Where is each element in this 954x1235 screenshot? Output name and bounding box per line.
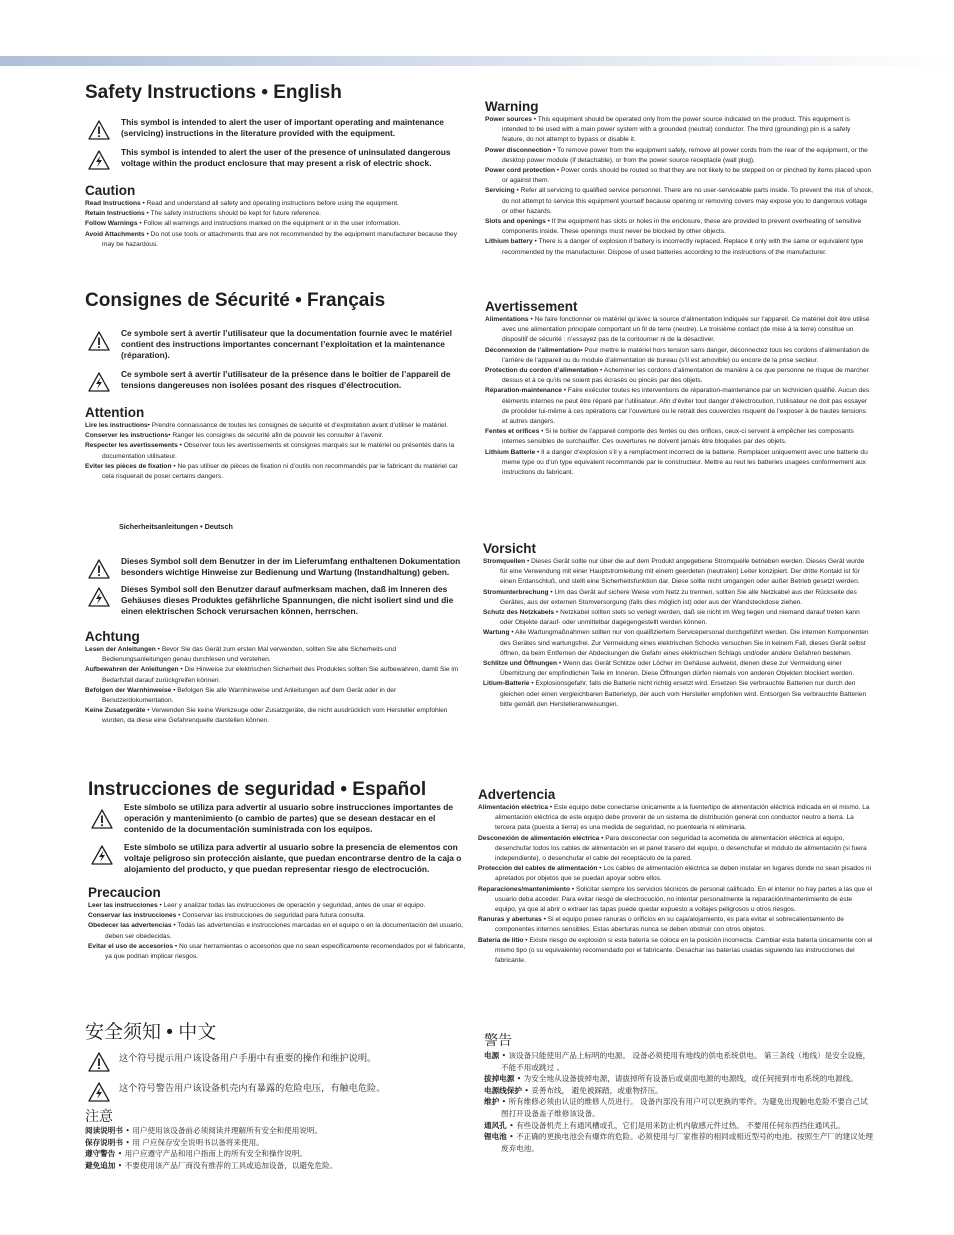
instruction-text: • Faire exécuter toutes les interventions de réparation-maintenance par un technicien qualifié. Aucun des éléments internes ne peut être réparé par l’utilisateur. Afin d’éviter tout danger d’électrocution, l’utilisateur ne doit pas essayer de procéder lui-même à ces opérations car l’ouverture ou le retrait des couvercles risquent de l’exposer à de hautes tensions et autres dangers.: [502, 387, 870, 426]
instruction-text: • Para desconectar con seguridad la acometida de alimentación eléctrica al equipo, desenchufar todos los cables de alimentación en el panel trasero del equipo, o desenchufar el módulo de alimentación (si fuera independiente), o desenchufar el cable del receptáculo de la pared.: [495, 834, 867, 863]
instruction-item: [478, 915, 873, 935]
instruction-term: 阅读说明书: [85, 1126, 123, 1135]
instruction-term: Respecter les avertissements: [85, 442, 178, 450]
instruction-text: • 用 户应保存安全说明书以备将来使用。: [122, 1137, 264, 1147]
instruction-item: [485, 315, 873, 346]
instruction-item: [485, 386, 873, 427]
instruction-term: Schlitze und Öffnungen: [483, 660, 557, 668]
spanish-caution-title: Precaucion: [88, 885, 161, 900]
instruction-text: • The safety instructions should be kept for future reference.: [144, 210, 322, 218]
instruction-term: Eviter les pièces de fixation: [85, 462, 172, 470]
instruction-text: • Ne pas utiliser de pièces de fixation ni d’outils non recommandés par le fabricant du matériel car cela risquerait de poser certains dangers.: [102, 462, 458, 481]
french-section: [85, 290, 465, 482]
german-section: [85, 522, 465, 727]
instruction-term: 锂电池: [484, 1132, 507, 1142]
french-caution-title: Attention: [85, 405, 145, 420]
instruction-text: • Prendre connaissance de toutes les consignes de sécurité et d’exploitation avant d’utiliser le matériel.: [147, 422, 448, 429]
french-title: Consignes de Sécurité • Français: [85, 290, 386, 311]
instruction-text: • No usar herramientas o accesorios que no sean especificamente recomendados por el fabricante, ya que podrian implicar riesgos.: [105, 942, 466, 961]
english-caution-list: [85, 199, 465, 250]
instruction-text: • Los cables de alimentación eléctrica se deben instalar en lugares donde no sean pisados ni apretados por objetos que se puedan apoyar sobre ellos.: [495, 865, 872, 883]
instruction-item: [483, 628, 873, 659]
instruction-term: Lithium battery: [485, 238, 533, 246]
warning-triangle-icon: [88, 1052, 110, 1072]
english-section: [85, 82, 465, 250]
header-color-bar: [0, 56, 954, 66]
instruction-term: Stromunterbrechung: [483, 588, 549, 596]
instruction-text: • 为安全地从设备拔掉电源，请拔掉所有设备后或桌面电源的电源线，或任何接到市电系统的电源线。: [514, 1074, 858, 1084]
electric-shock-icon: [88, 1082, 110, 1102]
german-symbol-2: Dieses Symbol soll den Benutzer darauf aufmerksam machen, daß im Inneren des Gehäuses dieses Produktes gefährliche Spannungen, die nicht isoliert sind und die einen elektrischen Schock verursachen können, herrschen.: [85, 584, 465, 617]
instruction-text: • Si el equipo posee ranuras o orificios en su caja/alojamiento, es para evitar el sobrecalientamiento de componentes internos sensibles. Estas aberturas nunca se deben obstruir con otros objetos.: [495, 916, 844, 934]
chinese-section: [85, 1022, 465, 1171]
english-caution-title: Caution: [85, 183, 136, 198]
instruction-item: [485, 448, 873, 479]
instruction-term: Obedecer las advertencias: [88, 922, 172, 930]
instruction-term: Fentes et orifices: [485, 428, 540, 436]
instruction-item: [485, 237, 873, 257]
german-warning-section: [483, 541, 873, 710]
electric-shock-icon: [88, 150, 110, 170]
german-caution-title: Achtung: [85, 629, 140, 644]
electric-shock-icon: [91, 845, 113, 865]
spanish-title: Instrucciones de seguridad • Español: [88, 779, 427, 800]
spanish-warning-title: Advertencia: [478, 787, 556, 802]
instruction-text: • Dieses Gerät sollte nur über die auf dem Produkt angegebene Stromquelle betrieben werden. Dieses Gerät wurde für eine Verwendung mit einer Hauptstromleitung mit einem geerdeten (neutralen) Leiter konzipiert. Der dritte Kontakt ist für einen Erdanschluß, und stellt eine Sicherheitsfunktion dar. Diese sollte nicht umgangen oder außer Betrieb gesetzt werden.: [500, 558, 865, 586]
warning-triangle-icon: [91, 809, 113, 829]
german-caution-list: [85, 645, 465, 727]
spanish-symbol-1: Este símbolo se utiliza para advertir al usuario sobre instrucciones importantes de operación y mantenimiento (o cambio de partes) que se desean destacar en el contenido de la documentación suministrada con los equipos.: [88, 802, 466, 835]
instruction-term: Protection du cordon d’alimentation: [485, 367, 599, 375]
french-warning-title: Avertissement: [485, 299, 578, 314]
instruction-item: [485, 366, 873, 386]
instruction-text: • Netzkabel sollten stets so verlegt werden, daß sie nicht im Weg liegen und niemand darauf treten kann oder Objekte darauf- oder unmittelbar dagegengestellt werden können.: [500, 609, 860, 627]
instruction-item: [484, 1073, 873, 1085]
electric-shock-icon: [88, 372, 110, 392]
spanish-symbol-2: Este símbolo se utiliza para advertir al usuario sobre la presencia de elementos con voltaje peligroso sin protección aislante, que puedan encontrarse dentro de la caja o alojamiento del producto, y que puedan representar riesgo de electrocución.: [88, 842, 466, 875]
french-caution-list: [85, 421, 465, 482]
instruction-item: [85, 1160, 465, 1172]
instruction-item: [85, 1125, 465, 1137]
instruction-term: Batería de litio: [478, 936, 524, 944]
instruction-item: [485, 186, 873, 217]
instruction-item: [85, 665, 465, 685]
instruction-term: Stromquellen: [483, 558, 526, 565]
instruction-term: Alimentación eléctrica: [478, 804, 548, 811]
german-title: Sicherheitsanleitungen • Deutsch: [119, 522, 233, 531]
instruction-term: Follow Warnings: [85, 220, 138, 228]
instruction-term: Aufbewahren der Anleitungen: [85, 666, 179, 674]
english-symbol-1: This symbol is intended to alert the user of important operating and maintenance (servicing) instructions in the literature provided with the equipment.: [85, 117, 465, 140]
chinese-symbol-1: 这个符号提示用户该设备用户手册中有重要的操作和维护说明。: [85, 1049, 465, 1072]
instruction-text: • 不正确的更换电池会有爆炸的危险。必须使用与厂家推荐的相同或相近型号的电池。按照生产厂的建议处理废弃电池。: [501, 1132, 873, 1153]
instruction-term: 维护: [484, 1097, 500, 1107]
instruction-text: • 妥善布线， 避免被踩踏，或重物挤压。: [521, 1085, 663, 1095]
chinese-caution-title: 注意: [85, 1108, 113, 1124]
chinese-warning-section: [484, 1033, 873, 1154]
instruction-item: [484, 1085, 873, 1097]
instruction-item: [85, 431, 465, 441]
instruction-term: Power sources: [485, 116, 532, 123]
instruction-text: • 不要使用该产品厂商没有推荐的工具或追加设备，以避免危险。: [115, 1160, 338, 1170]
instruction-text: • Do not use tools or attachments that are not recommended by the equipment manufacturer because they may be hazardous.: [102, 230, 458, 248]
instruction-term: 遵守警告: [85, 1149, 116, 1159]
instruction-text: • Verwenden Sie keine Werkzeuge oder Zusatzgeräte, die nicht ausdrücklich vom Hersteller empfohlen wurden, da diese eine Gefahrenquelle darstellen können.: [102, 707, 448, 725]
instruction-text: • Il a danger d’explosion s’il y a remplacment incorrect de la batterie. Remplacer uniquement avec une batterie du meme type ou d’un type equivalent recommande par le constructeur. Mettre au reut les batteries usagees conformement aux instructions du fabricant.: [502, 448, 868, 477]
warning-triangle-icon: [88, 120, 110, 140]
instruction-text: • Este equipo debe conectarse únicamente a la fuente/tipo de alimentación eléctrica indicada en el mismo. La alimentación eléctrica de este equipo debe provenir de un sistema de distribución general con conductor neutro a tierra. La tercera pata (puesta a tierra) es una medida de seguridad, no puentearia ni eliminaria.: [495, 804, 870, 832]
instruction-text: • If the equipment has slots or holes in the enclosure, these are provided to prevent overheating of sensitive components inside. These openings must never be blocked by other objects.: [502, 218, 862, 236]
instruction-item: [483, 659, 873, 679]
instruction-text: • Existe riesgo de explosión si esta batería se coloca en la posición incorrecta. Cambiar esta batería únicamente con el mismo tipo (o su equivalente) recomendado por el fabricante. Desachar las baterías usadas siguiendo las instrucciones del fabricante.: [495, 936, 873, 965]
instruction-term: Conservar las instrucciones: [88, 912, 177, 920]
instruction-item: [483, 557, 873, 588]
instruction-item: [85, 230, 465, 250]
french-symbol-1: Ce symbole sert à avertir l’utilisateur que la documentation fournie avec le matériel contient des instructions importantes concernant l’exploitation et la maintenance (réparation).: [85, 328, 465, 361]
instruction-term: Evitar el uso de accesorios: [88, 942, 174, 950]
instruction-item: [85, 421, 465, 431]
instruction-term: Avoid Attachments: [85, 230, 145, 238]
instruction-item: [485, 115, 873, 146]
instruction-item: [478, 803, 873, 834]
instruction-item: [85, 462, 465, 482]
instruction-term: 保存说明书: [85, 1137, 123, 1147]
instruction-item: [85, 645, 465, 665]
chinese-warning-list: [484, 1050, 873, 1154]
instruction-term: Réparation-maintenance: [485, 387, 562, 395]
instruction-item: [85, 1148, 465, 1160]
english-warning-title: Warning: [485, 99, 539, 114]
instruction-term: Conserver les instructions: [85, 432, 169, 440]
instruction-term: Déconnexion de l’alimentation•: [485, 346, 583, 354]
instruction-term: Protección del cables de alimentación: [478, 865, 598, 873]
english-warning-section: [485, 99, 873, 258]
instruction-text: • Power cords should be routed so that they are not likely to be stepped on or pinched by items placed upon or against them.: [502, 167, 872, 185]
instruction-text: • Observer tous les avertissements et consignes marqués sur le matériel ou présentés dans la documentation utilisateur.: [102, 442, 455, 460]
instruction-item: [85, 219, 465, 229]
instruction-term: 通风孔: [484, 1120, 507, 1130]
instruction-item: [484, 1050, 873, 1073]
spanish-section: [88, 779, 466, 962]
instruction-text: • Um das Gerät auf sichere Weise vom Netz zu trennen, sollten Sie alle Netzkabel aus der Rückseite des Gerätes, aus der externen Stomversorgung (falls dies möglich ist) oder aus der Wandsteckdose ziehen.: [500, 588, 857, 606]
instruction-term: Wartung: [483, 629, 510, 637]
instruction-text: • Wenn das Gerät Schlitze oder Löcher im Gehäuse aufweist, dienen diese zur Vermeidung einer Überhitzung der empfindlichen Teile im Inneren. Diese Öffnungen dürfen niemals von anderen Objekten blockiert werden.: [500, 660, 855, 678]
instruction-term: Reparaciones/mantenimiento: [478, 885, 570, 893]
instruction-item: [478, 936, 873, 967]
chinese-caution-list: [85, 1125, 465, 1171]
instruction-text: • 该设备只能使用产品上标明的电源。 设备必须使用有地线的供电系统供电。 第三条线（地线）是安全设施，不能不用或跳过 。: [499, 1051, 871, 1072]
instruction-text: • 所有维修必须由认证的维修人员进行。 设备内部没有用户可以更换的零件。为避免出现触电危险不要自己试图打开设备盖子维修该设备。: [499, 1097, 868, 1118]
instruction-term: Leer las instrucciones: [88, 902, 158, 909]
german-symbol-1: Dieses Symbol soll dem Benutzer in der im Lieferumfang enthaltenen Dokumentation besonders wichtige Hinweise zur Bedienung und Wartung (Instandhaltung) geben.: [85, 556, 465, 579]
instruction-term: Retain Instructions: [85, 210, 145, 218]
instruction-term: Power cord protection: [485, 167, 555, 175]
instruction-text: • There is a danger of explosion if battery is incorrectly replaced. Replace it only with the same or equivalent type recommended by the manufacturer. Dispose of used batteries according to the instructions of the manufacturer.: [502, 238, 864, 256]
english-title: Safety Instructions • English: [85, 82, 342, 103]
instruction-term: Power disconnection: [485, 146, 552, 154]
instruction-text: • Leer y analizar todas las instrucciones de operación y seguridad, antes de usar el equipo.: [157, 902, 426, 909]
instruction-term: 拔掉电源: [484, 1074, 515, 1084]
french-warning-list: [485, 315, 873, 478]
instruction-item: [85, 441, 465, 461]
french-warning-section: [485, 299, 873, 478]
instruction-term: 电源: [484, 1051, 500, 1060]
instruction-item: [85, 199, 465, 209]
instruction-term: Ranuras y aberturas: [478, 916, 542, 924]
instruction-item: [483, 588, 873, 608]
french-symbol-2: Ce symbole sert à avertir l’utilisateur de la présence dans le boîtier de l’appareil de tensions dangereuses non isolées posant des risques d’électrocution.: [85, 369, 465, 392]
instruction-text: • Alle Wartungmaßnahmen sollten nur von qualifiziertem Servicepersonal durchgeführt werden. Die internen Komponenten des Gerätes sind wartungsfrei. Zur Vermeidung eines elektrischen Schocks versuchen Sie in keinem Fall, dieses Gerät selbst öffnen, da beim Entfernen der Abdeckungen die Gefahr eines elektrischen Schlags und/oder andere Gefahren bestehen.: [500, 629, 869, 657]
instruction-item: [478, 864, 873, 884]
instruction-text: • Bevor Sie das Gerät zum ersten Mal verwenden, sollten Sie alle Sicherheits-und Bedienungsanleitungen genau durchlesen und verstehen.: [102, 646, 397, 664]
english-warning-list: [485, 115, 873, 258]
instruction-text: • Explosionsgefahr, falls die Batterie nicht richtig ersetzt wird. Ersetzen Sie verbrauchte Batterien nur durch den gleichen oder einen vergleichbaren Batterietyp, der auch vom Hersteller empfohlen wird. Entsorgen Sie verbrauchte Batterien bitte gemäß den Herstelleranweisungen.: [500, 680, 867, 708]
instruction-item: [483, 679, 873, 710]
instruction-text: • 有些设备机壳上有通风槽或孔，它们是用来防止机内敏感元件过热。 不要用任何东西挡住通风孔。: [506, 1120, 846, 1130]
instruction-item: [88, 942, 466, 962]
instruction-term: Read Instructions: [85, 200, 141, 207]
instruction-item: [85, 1137, 465, 1149]
instruction-term: Schutz des Netzkabels: [483, 609, 555, 617]
instruction-term: Slots and openings: [485, 218, 546, 226]
instruction-text: • Follow all warnings and instructions marked on the equipment or in the user information.: [137, 220, 401, 228]
instruction-term: Lire les instructions: [85, 422, 148, 429]
instruction-text: • Befolgen Sie alle Warnhinweise und Anleitungen auf dem Gerät oder in der Benutzerdokumentation.: [102, 686, 397, 705]
warning-triangle-icon: [88, 331, 110, 351]
instruction-term: 避免追加: [85, 1160, 116, 1170]
instruction-term: Lesen der Anleitungen: [85, 646, 156, 653]
instruction-item: [485, 427, 873, 447]
instruction-text: • 用户应遵守产品和用户指南上的所有安全和操作说明。: [115, 1149, 307, 1159]
instruction-item: [88, 911, 466, 921]
instruction-text: Pour mettre le matériel hors tension sans danger, déconnectez tous les cordons d’alimentation de l’arrière de l’appareil ou du module d’alimentation de bureau (s’il est amovible) ou encore de la prise secteur.: [502, 346, 870, 364]
instruction-term: Befolgen der Warnhinweise: [85, 686, 172, 694]
chinese-title: 安全须知 • 中文: [85, 1022, 217, 1043]
instruction-item: [485, 217, 873, 237]
instruction-text: • Refer all servicing to qualified service personnel. There are no user-serviceable parts inside. To prevent the risk of shock, do not attempt to service this equipment yourself because opening or removing covers may expose you to dangerous voltage or other hazards.: [502, 187, 873, 215]
english-symbol-2: This symbol is intended to alert the user of the presence of uninsulated dangerous voltage within the product enclosure that may present a risk of electric shock.: [85, 147, 465, 170]
instruction-item: [485, 166, 873, 186]
instruction-item: [485, 146, 873, 166]
instruction-item: [485, 346, 873, 366]
spanish-warning-list: [478, 803, 873, 966]
instruction-term: Desconexión de alimentación eléctrica: [478, 834, 600, 842]
instruction-text: • Read and understand all safety and operating instructions before using the equipment.: [140, 200, 399, 207]
instruction-item: [478, 834, 873, 865]
instruction-text: • 用户使用该设备前必须阅读并理解所有安全和使用说明。: [122, 1126, 323, 1135]
instruction-text: • This equipment should be operated only from the power source indicated on the product. This equipment is intended to be used with a main power system with a grounded (neutral) conductor. The third (grounding) pin is a safety feature, do not attempt to bypass or disable it.: [502, 116, 851, 144]
electric-shock-icon: [88, 587, 110, 607]
spanish-warning-section: [478, 787, 873, 966]
instruction-text: • Ranger les consignes de sécurité afin de pouvoir les consulter à l’avenir.: [168, 432, 384, 440]
instruction-text: • Todas las advertencias e instrucciones marcadas en el equipo o en la documentación del usuario, deben ser obedecidas.: [105, 922, 463, 940]
instruction-item: [484, 1096, 873, 1119]
instruction-text: • Die Hinweise zur elektrischen Sicherheit des Produktes sollten Sie aufbewahren, damit Sie im Bedarfsfall darauf zurückgreifen können.: [102, 666, 459, 684]
instruction-item: [483, 608, 873, 628]
instruction-text: • Acheminer les cordons d’alimentation de manière à ce que personne ne risque de marcher dessus et à ce qu’ils ne soient pas écrasés ou pincés par des objets.: [502, 367, 869, 385]
instruction-text: • Conservar las instrucciones de seguridad para futura consulta.: [176, 912, 366, 920]
instruction-item: [484, 1120, 873, 1132]
instruction-item: [88, 921, 466, 941]
instruction-item: [484, 1131, 873, 1154]
instruction-item: [85, 706, 465, 726]
instruction-text: • Ne faire fonctionner ce matériel qu’avec la source d’alimentation indiquée sur l’appareil. Ce matériel doit être utilisé avec une alimentation principale comportant un fil de terre (neutre). Le troisième contact (de mise à la terre) constitue un dispositif de sécurité : n’essayez pas de la contourner ni de la désactiver.: [502, 316, 870, 344]
warning-triangle-icon: [88, 559, 110, 579]
chinese-warning-title: 警告: [484, 1032, 512, 1048]
instruction-item: [85, 686, 465, 706]
instruction-text: • Solicitar siempre los servicios técnicos de personal calificado. En el interior no hay partes a las que el usuario deba acceder. Para evitar riesgo de electrocución, no intentar personalmente la reparación/mantenimiento de este equipo, ya que al abrir o extraer las tapas puede quedar expuesto a voltajes peligrosos u otros riesgos.: [495, 885, 873, 914]
instruction-term: Servicing: [485, 187, 515, 195]
instruction-item: [85, 209, 465, 219]
instruction-item: [88, 901, 466, 911]
instruction-item: [478, 885, 873, 916]
instruction-term: Alimentations: [485, 316, 529, 323]
german-warning-list: [483, 557, 873, 710]
instruction-term: 电源线保护: [484, 1085, 522, 1095]
instruction-term: Keine Zusatzgeräte: [85, 707, 146, 715]
instruction-text: • To remove power from the equipment safely, remove all power cords from the rear of the equipment, or the desktop power module (if detachable), or from the power source receptacle (wall plug).: [502, 146, 868, 164]
spanish-caution-list: [88, 901, 466, 962]
german-warning-title: Vorsicht: [483, 541, 537, 556]
instruction-text: • Si le boîtier de l’appareil comporte des fentes ou des orifices, ceux-ci servent à empêcher les composants internes sensibles de surchauffer. Ces ouvertures ne doivent jamais être bloquées par des objets.: [502, 428, 854, 446]
chinese-symbol-2: 这个符号警告用户该设备机壳内有暴露的危险电压，有触电危险。: [85, 1079, 465, 1102]
instruction-term: Lithium Batterie: [485, 448, 536, 456]
instruction-term: Litium-Batterie: [483, 680, 530, 688]
